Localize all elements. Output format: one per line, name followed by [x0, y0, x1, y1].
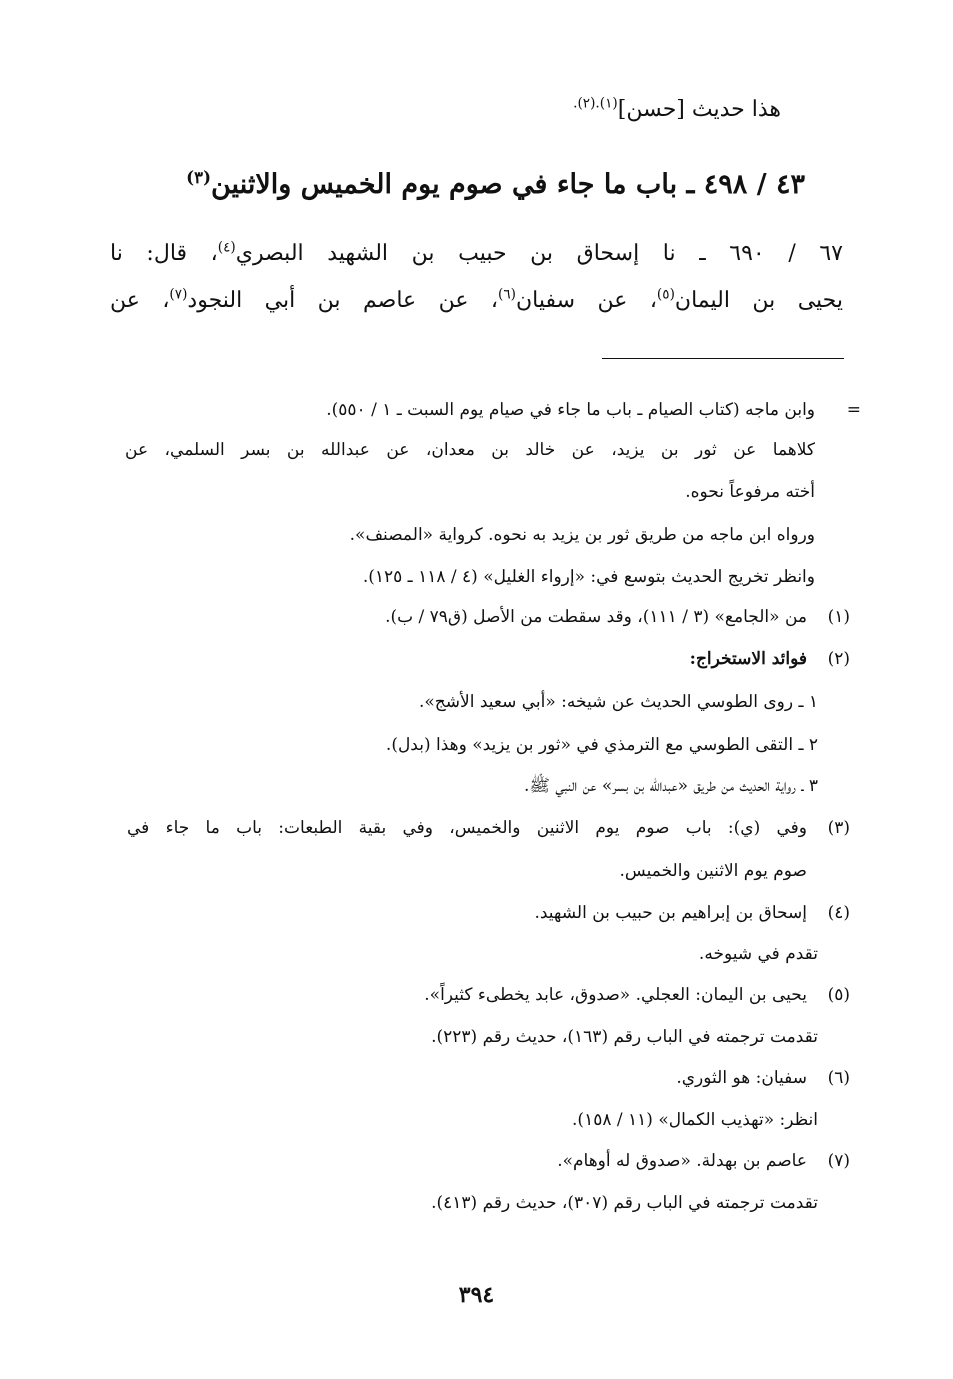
footnote-text: ٣ ـ رواية الحديث من طريق «عبدالله بن بسر» عن النبي ﷺ.: [523, 776, 818, 796]
footnote-number: [828, 985, 850, 1006]
footnote-ref: (٧): [169, 286, 188, 303]
footnote-2-item: [419, 692, 818, 713]
footnote-text: ٢ ـ التقى الطوسي مع الترمذي في «ثور بن يزيد» وهذا (بدل).: [385, 735, 818, 755]
footnote-ref: (١).(٢).: [573, 95, 618, 112]
footnote-number-text: (٥): [827, 985, 850, 1005]
chapter-heading-text: ٤٣ / ٤٩٨ ـ باب ما جاء في صوم يوم الخميس والاثنين: [211, 169, 805, 200]
footnote-text: عاصم بن بهدلة. «صدوق له أوهام».: [557, 1151, 807, 1171]
footnote-text: تقدمت ترجمته في الباب رقم (١٦٣)، حديث رقم (٢٢٣).: [431, 1027, 818, 1047]
footnote-text: وانظر تخريج الحديث بتوسع في: «إرواء الغليل» (٤ / ١١٨ ـ ١٢٥).: [362, 567, 815, 587]
footnote-cont-line: [685, 482, 815, 503]
footnote-7: [557, 1151, 807, 1172]
footnote-cont-line: [125, 440, 815, 461]
footnote-text: فوائد الاستخراج:: [689, 649, 807, 669]
footnote-text: إسحاق بن إبراهيم بن حبيب بن الشهيد.: [534, 903, 807, 923]
footnote-text: ورواه ابن ماجه من طريق ثور بن يزيد به نحوه. كرواية «المصنف».: [349, 525, 815, 545]
footnote-number-text: (٧): [827, 1151, 850, 1171]
footnote-text: كلاهما عن ثور بن يزيد، عن خالد بن معدان، عن عبدالله بن بسر السلمي، عن: [125, 440, 815, 460]
footnote-4: [699, 944, 818, 965]
footnote-number-text: (٢): [827, 649, 850, 669]
footnote-text: وابن ماجه (كتاب الصيام ـ باب ما جاء في صيام يوم السبت ـ ١ / ٥٥٠).: [326, 400, 815, 420]
footnote-3: [127, 818, 807, 839]
footnote-text: من «الجامع» (٣ / ١١١)، وقد سقطت من الأصل (ق٧٩ / ب).: [385, 607, 807, 627]
footnote-cont-line: [326, 400, 815, 421]
footnote-number: [828, 818, 850, 839]
continuation-mark-text: =: [846, 400, 861, 420]
footnote-ref: (٦): [498, 286, 516, 303]
footnote-number-text: (٣): [827, 818, 850, 838]
footnote-number: [828, 607, 850, 628]
hadith-line-1: [110, 240, 843, 268]
footnote-number-text: (١): [827, 607, 850, 627]
footnote-text: وفي (ي): باب صوم يوم الاثنين والخميس، وفي بقية الطبعات: باب ما جاء في: [127, 818, 807, 838]
hadith-text: يحيى بن اليمان: [674, 288, 843, 313]
footnote-1: [385, 607, 807, 628]
footnote-ref: (٣): [186, 167, 211, 187]
hadith-status: هذا حديث [حسن]: [617, 97, 781, 122]
continuation-mark: [847, 400, 861, 421]
footnote-number: [828, 649, 850, 670]
footnote-6: [676, 1068, 807, 1089]
footnote-2-item: [524, 776, 818, 797]
footnote-5: [431, 1027, 818, 1048]
footnote-text: يحيى بن اليمان: العجلي. «صدوق، عابد يخطىء كثيراً».: [424, 985, 807, 1005]
footnote-number-text: (٦): [827, 1068, 850, 1088]
hadith-text: ، عن: [110, 288, 170, 313]
hadith-status-line: [573, 96, 781, 124]
footnote-separator: [602, 358, 844, 359]
footnote-2-item: [386, 735, 818, 756]
footnote-text: أخته مرفوعاً نحوه.: [685, 482, 815, 502]
footnote-2: [690, 649, 807, 670]
footnote-number: [828, 903, 850, 924]
footnote-7: [431, 1193, 818, 1214]
footnote-ref: (٥): [656, 286, 675, 303]
footnote-number: [828, 1151, 850, 1172]
footnote-text: تقدم في شيوخه.: [698, 944, 818, 964]
footnote-number-text: (٤): [827, 903, 850, 923]
footnote-3: [620, 861, 807, 882]
hadith-text: ، عن عاصم بن أبي النجود: [187, 288, 499, 313]
footnote-text: سفيان: هو الثوري.: [676, 1068, 807, 1088]
footnote-number: [828, 1068, 850, 1089]
footnote-cont-line: [363, 567, 815, 588]
hadith-line-2: [110, 287, 843, 315]
page-number: ٣٩٤: [458, 1282, 495, 1308]
footnote-ref: (٤): [217, 239, 236, 256]
chapter-heading: [186, 168, 805, 202]
hadith-text: ٦٧ / ٦٩٠ ـ نا إسحاق بن حبيب بن الشهيد البصري: [235, 241, 843, 266]
footnote-text: تقدمت ترجمته في الباب رقم (٣٠٧)، حديث رقم (٤١٣).: [431, 1193, 818, 1213]
footnote-cont-line: [350, 525, 815, 546]
footnote-text: انظر: «تهذيب الكمال» (١١ / ١٥٨).: [572, 1110, 818, 1130]
footnote-4: [534, 903, 807, 924]
footnote-6: [572, 1110, 818, 1131]
footnote-5: [424, 985, 807, 1006]
footnote-text: ١ ـ روى الطوسي الحديث عن شيخه: «أبي سعيد الأشج».: [419, 692, 818, 712]
footnote-text: صوم يوم الاثنين والخميس.: [619, 861, 807, 881]
hadith-text: ، قال: نا: [110, 241, 218, 266]
hadith-text: ، عن سفيان: [516, 288, 657, 313]
